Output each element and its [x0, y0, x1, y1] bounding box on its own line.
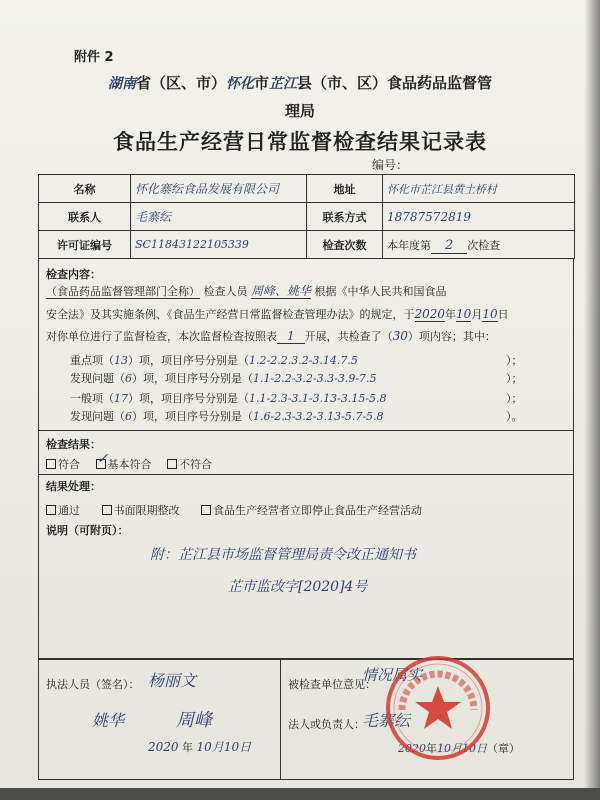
address-cell — [383, 175, 575, 203]
content-heading: 检查内容： — [46, 268, 101, 281]
license-label: 许可证编号 — [39, 231, 131, 259]
divider-handling — [38, 474, 573, 475]
result-option-basically-conform[interactable] — [96, 451, 152, 471]
inspection-year: 2020 — [414, 307, 446, 321]
notes-line-1: 附：芷江县市场监督管理局责令改正通知书 — [150, 547, 416, 563]
company-date-monthday: 10月10日 — [437, 742, 487, 755]
checkbox-icon — [167, 459, 177, 469]
inspectors-value: 周峰、姚华 — [251, 284, 312, 298]
item-row-prefix: 重点项（ — [70, 354, 114, 367]
officer-signature-3: 周峰 — [176, 710, 212, 731]
item-row-suffix: ）； — [506, 354, 523, 367]
table-number: 1 — [277, 329, 305, 344]
times-cell — [383, 231, 575, 259]
item-row — [70, 352, 358, 368]
attachment-label: 附件 2 — [74, 50, 114, 65]
contact-cell — [131, 203, 307, 231]
handling-option-label: 食品生产经营者立即停止食品生产经营活动 — [213, 504, 422, 517]
authority-text-2: 市 — [253, 74, 269, 92]
content-line-2 — [46, 306, 509, 322]
item-row-numbers: 1.1-2.2-3.2-3.3-3.9-7.5 — [253, 372, 377, 385]
license-cell — [131, 231, 307, 259]
phone-label: 联系方式 — [307, 203, 383, 231]
phone-value: 18787572819 — [387, 209, 471, 224]
handling-option-label: 通过 — [58, 504, 80, 517]
result-heading: 检查结果： — [46, 438, 101, 451]
item-row-numbers: 1.2-2.2.3.2-3.14.7.5 — [249, 354, 358, 367]
page-edge-shadow — [584, 0, 600, 800]
result-option-label: 符合 — [58, 458, 80, 471]
inspection-day: 10 — [482, 307, 498, 321]
divider-result — [38, 430, 573, 431]
contact-value: 毛寨纭 — [135, 210, 172, 224]
phone-cell — [383, 203, 575, 231]
item-row-count: 6 — [125, 372, 132, 385]
law-text-2: 安全法》及其实施条例、《食品生产经营日常监督检查管理办法》的规定，于 — [46, 308, 415, 321]
result-option-label: 基本符合 — [107, 458, 152, 471]
seal-suffix: （章） — [487, 742, 520, 755]
contact-label: 联系人 — [39, 203, 131, 231]
checkbox-icon — [201, 505, 211, 515]
name-value: 怀化寨纭食品发展有限公司 — [135, 182, 280, 196]
opinion-value: 情况属实 — [362, 666, 423, 684]
officer-date-monthday: 10月10日 — [196, 740, 252, 754]
item-row-prefix: 一般项（ — [70, 392, 114, 405]
inspection-month: 10 — [456, 307, 472, 321]
item-row — [70, 408, 384, 424]
name-label: 名称 — [39, 175, 131, 203]
law-text-1: 根据《中华人民共和国食品 — [314, 285, 447, 298]
item-count-suffix: ）项内容；其中： — [407, 330, 496, 343]
result-option-label: 不符合 — [179, 458, 212, 471]
signature-divider — [280, 658, 281, 779]
number-label: 编号： — [372, 158, 409, 172]
notes-heading: 说明（可附页）： — [46, 524, 129, 537]
notes-line-2: 芷市监改字[2020]4号 — [228, 579, 368, 595]
authority-line-2: 理局 — [284, 102, 315, 120]
checkbox-icon — [46, 505, 56, 515]
officer-date — [148, 738, 251, 755]
checkbox-icon — [46, 459, 56, 469]
result-option-conform[interactable] — [46, 458, 80, 471]
times-prefix: 本年度第 — [387, 238, 431, 252]
officer-label: 执法人员（签名）： — [46, 678, 140, 691]
handling-option-rectify[interactable] — [102, 504, 180, 517]
item-row-count: 6 — [125, 410, 132, 423]
county-handwriting: 芷江 — [269, 76, 297, 92]
check-mark-icon: ✓ — [96, 451, 109, 467]
times-suffix: 次检查 — [467, 238, 501, 252]
authority-text-3: 县（市、区）食品药品监督管 — [297, 74, 493, 92]
license-value: SC11843122105339 — [135, 238, 249, 251]
authority-fullname-placeholder: （食品药品监督管理部门全称） — [46, 285, 200, 298]
authority-text-1: 省（区、市） — [135, 74, 226, 92]
day-label: 日 — [497, 308, 509, 321]
item-row-numbers: 1.6-2.3-3.2-3.13-5.7-5.8 — [253, 410, 384, 423]
legal-signature: 毛寨纭 — [362, 711, 411, 730]
item-row-suffix: ）。 — [506, 410, 523, 423]
legal-label: 法人或负责人： — [288, 718, 365, 731]
company-date-year: 2020 — [398, 742, 426, 755]
background-strip — [0, 788, 600, 800]
item-row-count: 13 — [114, 354, 128, 367]
handling-options — [46, 502, 422, 518]
info-table — [38, 174, 575, 259]
result-options — [46, 451, 212, 472]
result-option-not-conform[interactable] — [167, 458, 212, 471]
item-row — [70, 370, 377, 386]
item-row-numbers: 1.1-2.3-3.1-3.13-3.15-5.8 — [249, 392, 387, 405]
item-row-mid: ）项，项目序号分别是（ — [128, 392, 249, 405]
handling-option-pass[interactable] — [46, 504, 80, 517]
authority-line-1 — [0, 72, 600, 93]
year-label: 年 — [445, 308, 457, 321]
item-row-suffix: ）； — [506, 372, 523, 385]
times-label: 检查次数 — [307, 231, 383, 259]
address-label: 地址 — [307, 175, 383, 203]
item-count-text: 开展，共检查了（ — [304, 330, 393, 343]
form-title: 食品生产经营日常监督检查结果记录表 — [113, 130, 487, 154]
province-handwriting: 湖南 — [107, 76, 136, 92]
item-row-suffix: ）； — [506, 392, 523, 405]
handling-option-label: 书面限期整改 — [113, 504, 180, 517]
address-value: 怀化市芷江县黄土桥村 — [387, 182, 497, 196]
item-row-count: 17 — [114, 392, 128, 405]
item-row-prefix: 发现问题（ — [70, 372, 125, 385]
handling-option-stop[interactable] — [201, 504, 422, 517]
city-handwriting: 怀化 — [225, 76, 254, 92]
content-line-1 — [46, 282, 447, 299]
table-ref-text: 对你单位进行了监督检查，本次监督检查按照表 — [46, 330, 277, 343]
checkbox-icon — [102, 505, 112, 515]
times-value: 2 — [431, 238, 467, 254]
item-row-mid: ）项，项目序号分别是（ — [128, 354, 249, 367]
officer-signature-1: 杨丽文 — [148, 671, 197, 690]
name-cell — [131, 175, 307, 203]
item-row-mid: ）项，项目序号分别是（ — [132, 372, 253, 385]
item-row-mid: ）项，项目序号分别是（ — [132, 410, 253, 423]
company-date-year-label: 年 — [426, 742, 437, 755]
item-row-prefix: 发现问题（ — [70, 410, 125, 423]
officer-date-year-label: 年 — [182, 741, 194, 754]
company-seal-stamp — [382, 652, 494, 764]
item-row — [70, 390, 387, 406]
item-count: 30 — [392, 329, 408, 343]
month-label: 月 — [471, 308, 483, 321]
officer-date-year: 2020 — [148, 740, 179, 754]
inspectors-label: 检查人员 — [203, 285, 248, 298]
handling-heading: 结果处理： — [46, 480, 101, 493]
officer-signature-2: 姚华 — [92, 711, 125, 730]
opinion-label: 被检查单位意见： — [288, 678, 376, 691]
content-line-3 — [46, 328, 496, 344]
